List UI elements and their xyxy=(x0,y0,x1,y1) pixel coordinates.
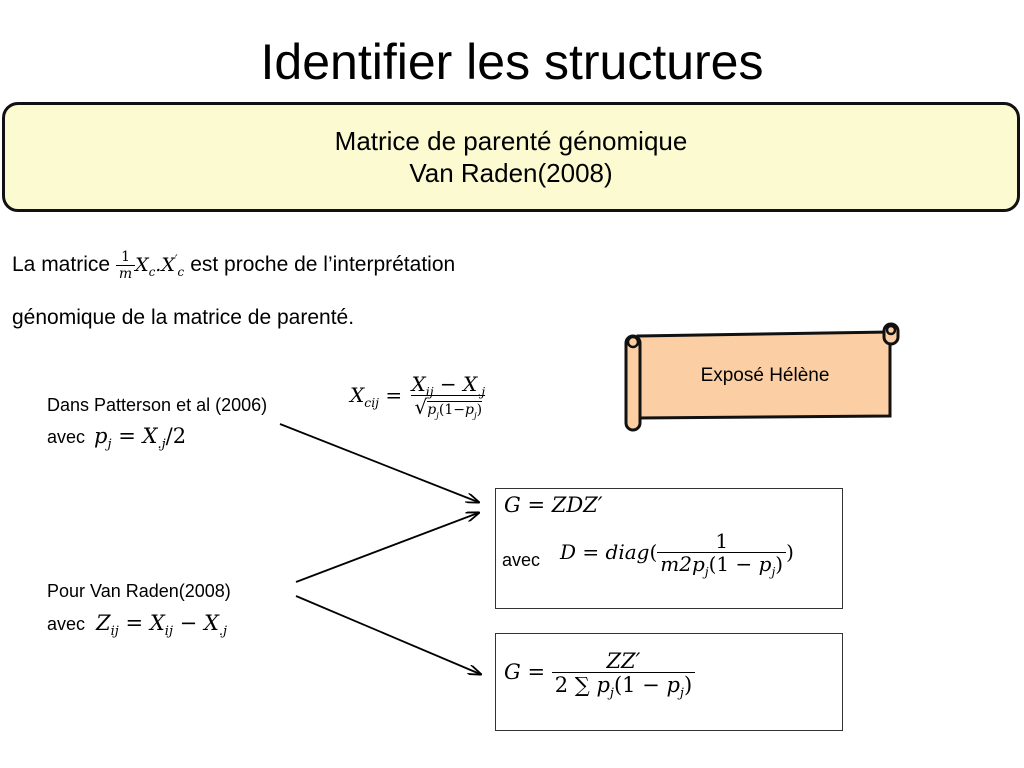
banner-line-1: Matrice de parenté génomique xyxy=(334,126,688,156)
page-title: Identifier les structures xyxy=(260,34,764,90)
vanraden-line-1: Pour Van Raden(2008) xyxy=(47,581,231,601)
arrow-vanraden-to-g-ratio xyxy=(296,596,480,674)
intro-line-2: génomique de la matrice de parenté. xyxy=(12,306,355,329)
patterson-avec: avec xyxy=(47,427,86,447)
formula-d-diag: D = diag( $\frac{1}{m2p_j(1 - p_j)}$ ) xyxy=(560,529,794,579)
scroll-label: Exposé Hélène xyxy=(700,365,830,386)
formula-kinship-matrix: $\frac{1}{m}$ $X_c.X'_c$ xyxy=(116,254,190,276)
formula-xcij: $X_{cij}$ = $\frac{X_{ij} - X_{.j}}{√p_j(1-p_j)}$ xyxy=(350,372,486,421)
formula-g-ratio: G = $\frac{ZZ'}{2 \sum p_j(1 - p_j)}$ xyxy=(504,650,695,697)
vanraden-avec: avec xyxy=(47,614,86,634)
arrow-patterson-to-g xyxy=(280,424,478,502)
formula-g-zdz: G = ZDZ′ xyxy=(504,493,603,517)
arrow-vanraden-to-g xyxy=(296,513,478,582)
intro-prefix: La matrice xyxy=(12,252,111,276)
banner-line-2: Van Raden(2008) xyxy=(409,158,613,188)
box1-avec: avec xyxy=(502,550,541,570)
patterson-line-1: Dans Patterson et al (2006) xyxy=(47,395,268,415)
intro-suffix: est proche de l’interprétation xyxy=(190,252,456,276)
formula-pj: $p_j = X_{.j}/2$ xyxy=(94,424,187,453)
formula-zij: $Z_{ij} = X_{ij} - X_{.j}$ xyxy=(96,611,228,640)
